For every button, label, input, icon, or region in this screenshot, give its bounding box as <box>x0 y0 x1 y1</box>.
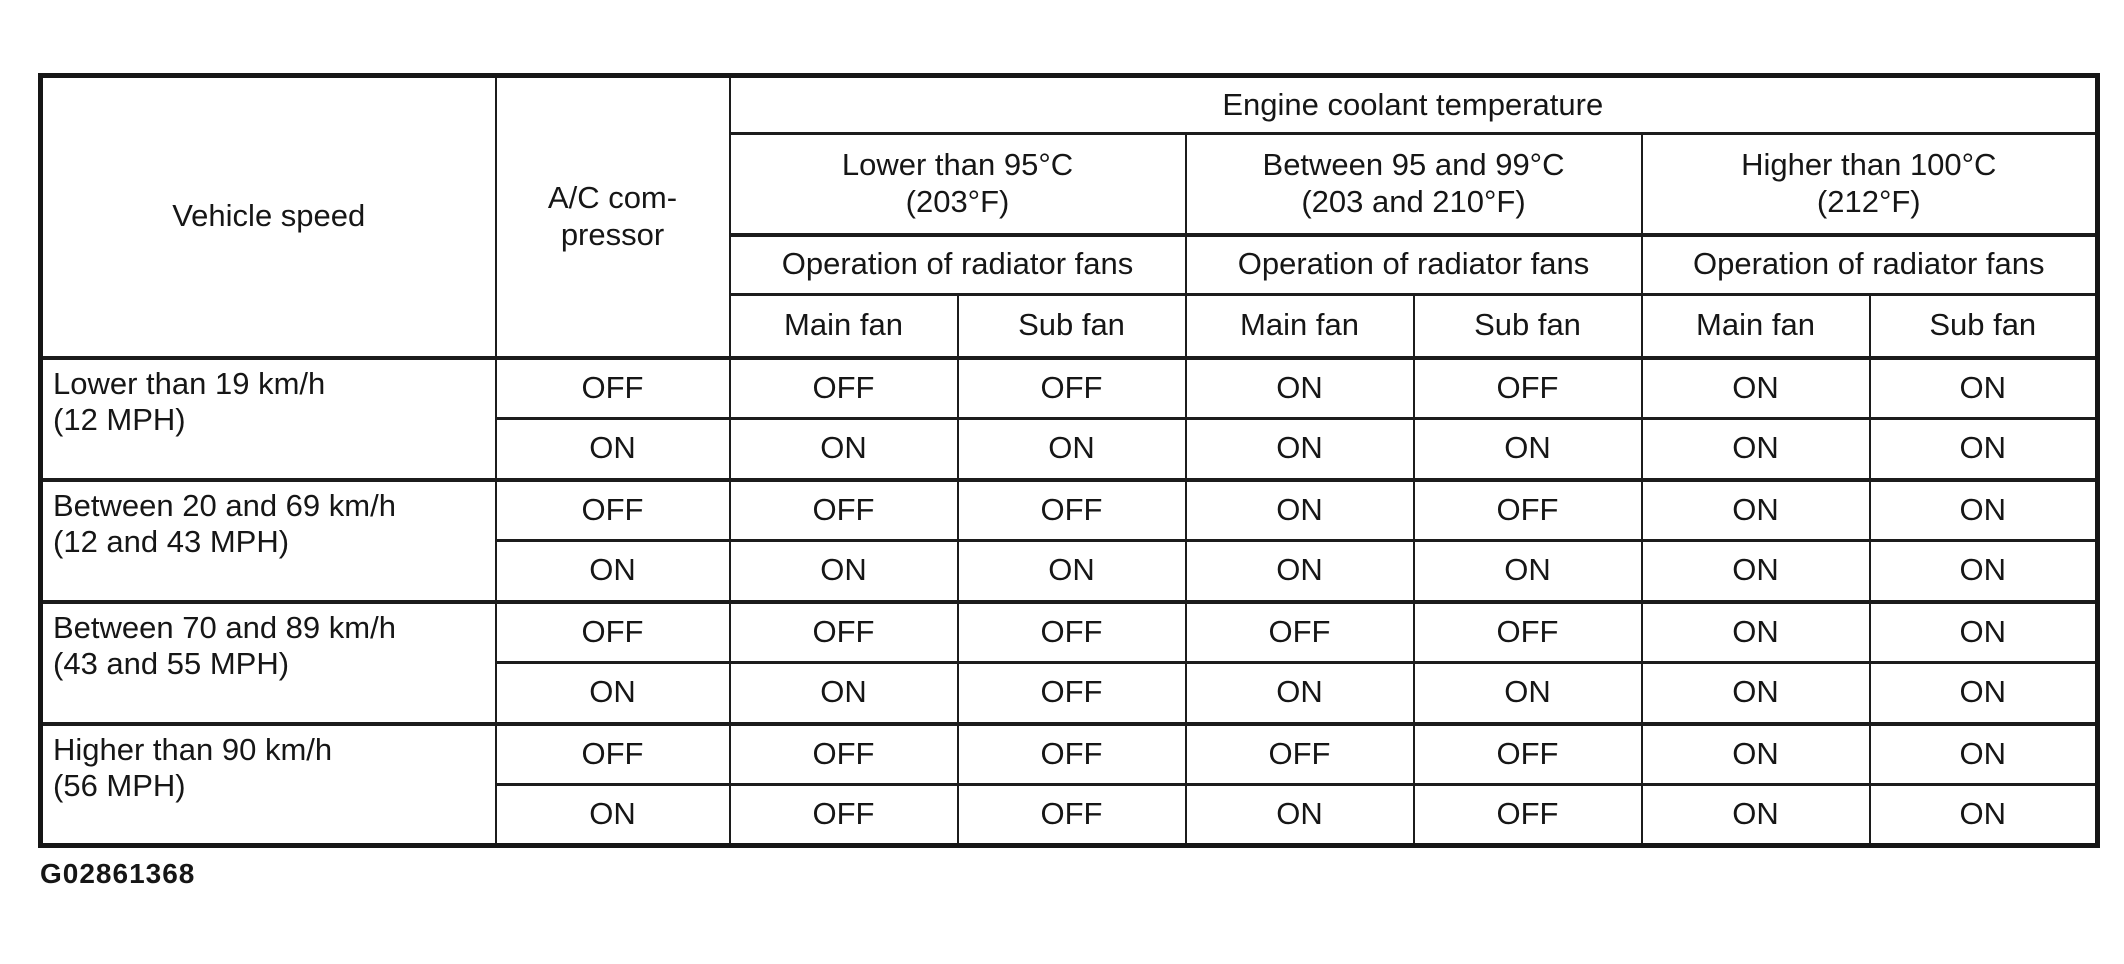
speed-label-line-1: Between 70 and 89 km/h <box>53 609 396 645</box>
fan-state-cell: OFF <box>958 785 1186 846</box>
sub-fan-header-2: Sub fan <box>1414 295 1642 358</box>
main-fan-header-2: Main fan <box>1186 295 1414 358</box>
sub-fan-header-1: Sub fan <box>958 295 1186 358</box>
speed-label-line-1: Higher than 90 km/h <box>53 731 333 767</box>
radiator-fan-operation-table <box>38 73 2100 848</box>
fan-state-cell: ON <box>1642 541 1870 602</box>
ac-compressor-header-line-2: pressor <box>560 216 665 252</box>
temp-range-line-1: Between 95 and 99°C <box>1262 147 1565 183</box>
fan-state-cell: ON <box>1870 541 2098 602</box>
coolant-temperature-header: Engine coolant temperature <box>730 76 2098 134</box>
ac-state-cell: OFF <box>496 602 730 663</box>
figure-id: G02861368 <box>40 858 196 889</box>
ac-compressor-header-line-1: A/C com- <box>547 180 678 216</box>
ac-state-cell: ON <box>496 419 730 480</box>
operation-header-3: Operation of radiator fans <box>1642 235 2098 295</box>
temp-range-line-2: (203°F) <box>905 183 1010 219</box>
fan-state-cell: OFF <box>730 480 958 541</box>
temp-range-line-1: Higher than 100°C <box>1741 147 1997 183</box>
speed-row-label <box>41 724 496 846</box>
fan-state-cell: ON <box>1870 785 2098 846</box>
vehicle-speed-header: Vehicle speed <box>41 76 496 358</box>
ac-state-cell: ON <box>496 541 730 602</box>
ac-state-cell: OFF <box>496 358 730 419</box>
fan-state-cell: OFF <box>958 358 1186 419</box>
fan-state-cell: OFF <box>958 602 1186 663</box>
fan-state-cell: OFF <box>1414 480 1642 541</box>
ac-state-cell: ON <box>496 663 730 724</box>
main-fan-header-1: Main fan <box>730 295 958 358</box>
fan-state-cell: OFF <box>1414 358 1642 419</box>
fan-state-cell: ON <box>1642 663 1870 724</box>
fan-state-cell: ON <box>1414 419 1642 480</box>
fan-state-cell: OFF <box>1186 602 1414 663</box>
fan-state-cell: ON <box>1186 480 1414 541</box>
speed-label-line-2: (43 and 55 MPH) <box>53 646 290 682</box>
speed-label-line-2: (56 MPH) <box>53 768 186 804</box>
fan-state-cell: ON <box>1870 480 2098 541</box>
main-fan-header-3: Main fan <box>1642 295 1870 358</box>
fan-state-cell: OFF <box>1186 724 1414 785</box>
speed-row-label <box>41 602 496 724</box>
fan-state-cell: ON <box>1642 480 1870 541</box>
ac-state-cell: OFF <box>496 724 730 785</box>
fan-state-cell: OFF <box>958 724 1186 785</box>
speed-row-label <box>41 480 496 602</box>
fan-state-cell: OFF <box>958 480 1186 541</box>
temp-range-higher-100 <box>1642 134 2098 235</box>
fan-state-cell: ON <box>730 663 958 724</box>
fan-state-cell: OFF <box>730 358 958 419</box>
fan-state-cell: OFF <box>958 663 1186 724</box>
speed-label-line-2: (12 MPH) <box>53 402 186 438</box>
operation-header-2: Operation of radiator fans <box>1186 235 1642 295</box>
speed-label-line-1: Between 20 and 69 km/h <box>53 487 396 523</box>
fan-state-cell: ON <box>1186 419 1414 480</box>
fan-state-cell: ON <box>1186 358 1414 419</box>
speed-label-line-2: (12 and 43 MPH) <box>53 524 290 560</box>
sub-fan-header-3: Sub fan <box>1870 295 2098 358</box>
fan-state-cell: ON <box>958 419 1186 480</box>
speed-row-label <box>41 358 496 480</box>
fan-state-cell: ON <box>1186 785 1414 846</box>
fan-state-cell: ON <box>1642 419 1870 480</box>
fan-state-cell: ON <box>730 541 958 602</box>
temp-range-line-2: (212°F) <box>1816 183 1921 219</box>
fan-state-cell: ON <box>1186 541 1414 602</box>
temp-range-95-99 <box>1186 134 1642 235</box>
fan-state-cell: ON <box>1414 663 1642 724</box>
fan-state-cell: ON <box>730 419 958 480</box>
ac-state-cell: OFF <box>496 480 730 541</box>
fan-state-cell: ON <box>1870 724 2098 785</box>
fan-state-cell: ON <box>1870 663 2098 724</box>
fan-state-cell: ON <box>1642 785 1870 846</box>
ac-compressor-header <box>496 76 730 358</box>
fan-state-cell: ON <box>1642 602 1870 663</box>
fan-state-cell: OFF <box>1414 724 1642 785</box>
fan-state-cell: ON <box>1870 358 2098 419</box>
fan-state-cell: ON <box>1642 358 1870 419</box>
fan-state-cell: ON <box>1414 541 1642 602</box>
temp-range-line-2: (203 and 210°F) <box>1301 183 1526 219</box>
temp-range-line-1: Lower than 95°C <box>841 147 1074 183</box>
fan-state-cell: ON <box>1642 724 1870 785</box>
fan-state-cell: ON <box>1186 663 1414 724</box>
fan-state-cell: OFF <box>730 724 958 785</box>
fan-state-cell: OFF <box>1414 602 1642 663</box>
ac-state-cell: ON <box>496 785 730 846</box>
fan-state-cell: OFF <box>1414 785 1642 846</box>
fan-state-cell: ON <box>1870 419 2098 480</box>
fan-state-cell: ON <box>958 541 1186 602</box>
fan-state-cell: OFF <box>730 602 958 663</box>
fan-state-cell: OFF <box>730 785 958 846</box>
operation-header-1: Operation of radiator fans <box>730 235 1186 295</box>
speed-label-line-1: Lower than 19 km/h <box>53 365 326 401</box>
temp-range-lower-95 <box>730 134 1186 235</box>
fan-state-cell: ON <box>1870 602 2098 663</box>
